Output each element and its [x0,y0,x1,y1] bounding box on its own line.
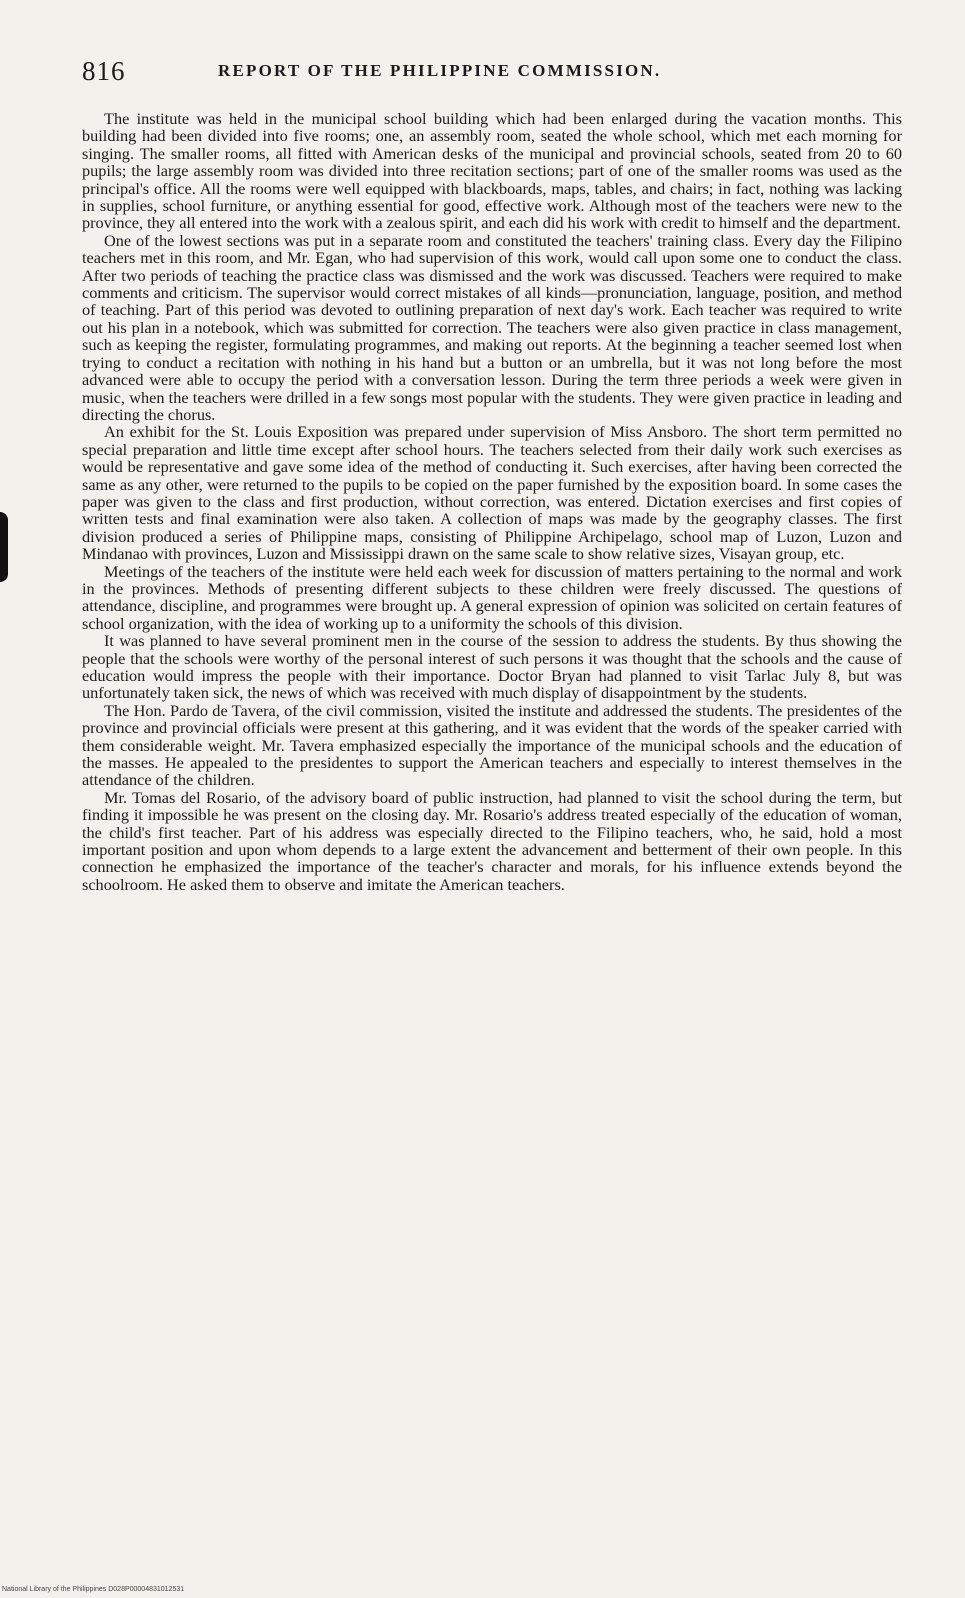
paragraph-tavera-visit: The Hon. Pardo de Tavera, of the civil commission, visited the institute and addressed the students. The presidentes of the province and provincial officials were present at this gathering, and it was evident that the words of the speaker carried with them considerable weight. Mr. Tavera emphasized especially the importance of the municipal schools and the education of the masses. He appealed to the presidentes to support the American teachers and especially to interest themselves in the attendance of the children. [82,700,902,790]
running-head: REPORT OF THE PHILIPPINE COMMISSION. [218,61,662,80]
paragraph-exposition-exhibit: An exhibit for the St. Louis Exposition was prepared under supervision of Miss Ansboro. The short term permitted no special preparation and little time except after school hours. The teachers selected from their daily work such exercises as would be representative and gave some idea of the method of conducting it. Such exercises, after having been corrected the same as any other, were returned to the pupils to be copied on the paper furnished by the exposition board. In some cases the paper was given to the class and first production, without correction, was entered. Dictation exercises and first copies of written tests and final examination were also taken. A collection of maps was made by the geography classes. The first division produced a series of Philippine maps, consisting of Philippine Archipelago, school map of Luzon, Luzon and Mindanao with provinces, Luzon and Mississippi drawn on the same scale to show relative sizes, Visayan group, etc. [82,422,902,564]
page-header [82,56,902,90]
binding-shadow [0,512,8,582]
scan-credit-footer: National Library of the Philippines D028P00004831012531 [2,1586,185,1593]
paragraph-rosario-address: Mr. Tomas del Rosario, of the advisory board of public instruction, had planned to visit the school during the term, but finding it impossible he was present on the closing day. Mr. Rosario's address treated especially of the education of woman, the child's first teacher. Part of his address was especially directed to the Filipino teachers, who, he said, hold a most important position and upon whom depends to a large extent the advancement and betterment of their own people. In this connection he emphasized the importance of the teacher's character and morals, for his influence extends beyond the schoolroom. He asked them to observe and imitate the American teachers. [82,787,902,894]
body-text [82,110,902,893]
page-number: 816 [82,56,126,86]
paragraph-prominent-speakers: It was planned to have several prominent men in the course of the session to address the students. By thus showing the people that the schools were worthy of the personal interest of such persons it was thought that the schools and the cause of education would impress the people with their importance. Doctor Bryan had planned to visit Tarlac July 8, but was unfortunately taken sick, the news of which was received with much display of disappointment by the students. [82,631,902,703]
paragraph-teacher-meetings: Meetings of the teachers of the institute were held each week for discussion of matters pertaining to the normal and work in the provinces. Methods of presenting different subjects to these children were freely discussed. The questions of attendance, discipline, and programmes were brought up. A general expression of opinion was solicited on certain features of school organization, with the idea of working up to a uniformity the schools of this division. [82,561,902,633]
paragraph-training-class: One of the lowest sections was put in a separate room and constituted the teachers' training class. Every day the Filipino teachers met in this room, and Mr. Egan, who had supervision of this work, would call upon some one to conduct the class. After two periods of teaching the practice class was dismissed and the work was discussed. Teachers were required to make comments and criticism. The supervisor would correct mistakes of all kinds—pronunciation, language, position, and method of teaching. Part of this period was devoted to outlining preparation of next day's work. Each teacher was required to write out his plan in a notebook, which was submitted for correction. The teachers were also given practice in class management, such as keeping the register, formulating programmes, and making out reports. At the beginning a teacher seemed lost when trying to conduct a recitation with nothing in his hand but a button or an umbrella, but it was not long before the most advanced were able to occupy the period with a conversation lesson. During the term three periods a week were given in music, when the teachers were drilled in a few songs most popular with the students. They were given practice in leading and directing the chorus. [82,230,902,424]
paragraph-institute-building: The institute was held in the municipal school building which had been enlarged during the vacation months. This building had been divided into five rooms; one, an assembly room, seated the whole school, which met each morning for singing. The smaller rooms, all fitted with American desks of the municipal and provincial schools, seated from 20 to 60 pupils; the large assembly room was divided into three recitation sections; part of one of the smaller rooms was used as the principal's office. All the rooms were well equipped with blackboards, maps, tables, and chairs; in fact, nothing was lacking in supplies, school furniture, or anything essential for good, effective work. Although most of the teachers were new to the province, they all entered into the work with a zealous spirit, and each did his work with credit to himself and the department. [82,109,902,233]
